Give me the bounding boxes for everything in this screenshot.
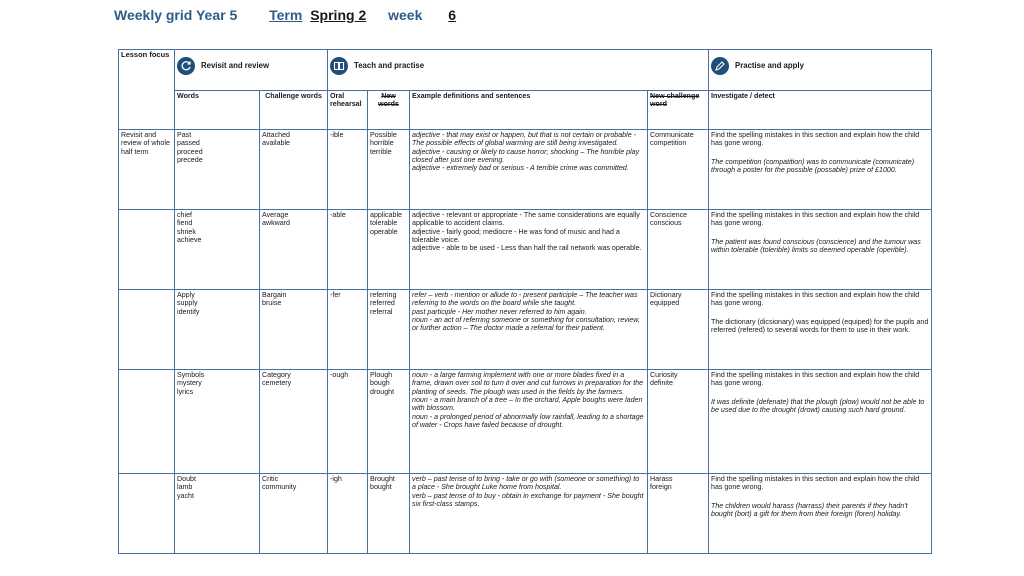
investigate-cell <box>709 130 932 210</box>
definitions-cell: adjective - that may exist or happen, but that is not certain or probable - The possible effects of global warming are still being investigated. adjective - causing or likely to cause horror; shocking – The horrible play closed after just one evening. adjective - extremely bad or serious - A terrible crime was committed. <box>410 130 648 210</box>
new-challenge-cell: Conscience conscious <box>648 210 709 290</box>
pencil-icon <box>711 57 729 75</box>
oral-cell: -able <box>328 210 368 290</box>
challenge-cell: Average awkward <box>260 210 328 290</box>
table-row <box>119 474 932 554</box>
investigate-cell <box>709 210 932 290</box>
words-cell: Doubt lamb yacht <box>175 474 260 554</box>
new-words-header: New words <box>368 91 410 130</box>
investigate-cell <box>709 370 932 474</box>
investigate-intro: Find the spelling mistakes in this section and explain how the child has gone wrong. <box>711 475 920 492</box>
example-defs-header: Example definitions and sentences <box>410 91 648 130</box>
challenge-cell: Attached available <box>260 130 328 210</box>
revisit-header-label: Revisit and review <box>201 61 270 71</box>
investigate-text: The children would harass (harrass) their parents if they hadn't bought (bort) a gift for them from their foreign (foren) holiday. <box>711 501 908 519</box>
investigate-cell <box>709 474 932 554</box>
week-label: week <box>388 7 423 23</box>
book-icon <box>330 57 348 75</box>
words-cell: Symbols mystery lyrics <box>175 370 260 474</box>
investigate-intro: Find the spelling mistakes in this section and explain how the child has gone wrong. <box>711 371 920 388</box>
table-row <box>119 210 932 290</box>
challenge-words-header: Challenge words <box>260 91 328 130</box>
column-header-row <box>119 91 932 130</box>
definitions-cell: adjective - relevant or appropriate - The same considerations are equally applicable to accident claims. adjective - fairly good; mediocre - He was fond of music and had a tolerable voice. adjective - able to be used - Less than half the rail network was operable. <box>410 210 648 290</box>
new-words-cell: Plough bough drought <box>368 370 410 474</box>
investigate-text: The competition (compatition) was to communicate (comunicate) through a poster for the possible (possable) prize of £1000. <box>711 157 915 175</box>
page-title <box>114 7 456 27</box>
lesson-focus-cell <box>119 474 175 554</box>
table-row <box>119 290 932 370</box>
grid-heading: Weekly grid Year 5 <box>114 7 238 23</box>
week-value: 6 <box>448 7 457 23</box>
investigate-intro: Find the spelling mistakes in this section and explain how the child has gone wrong. <box>711 291 920 308</box>
new-challenge-cell: Dictionary equipped <box>648 290 709 370</box>
lesson-focus-cell <box>119 290 175 370</box>
term-label: Term <box>269 7 303 23</box>
investigate-text: The patient was found conscious (conscience) and the tumour was within tolerable (tolerible) limits so deemed operable (operible). <box>711 237 921 255</box>
challenge-cell: Category cemetery <box>260 370 328 474</box>
definitions-cell: noun - a large farming implement with one or more blades fixed in a frame, drawn over soil to turn it over and cut furrows in preparation for the planting of seeds. The plough was used in the fields by the farmers. noun - a main branch of a tree – In the orchard, Apple boughs were laden with blossom. noun - a prolonged period of abnormally low rainfall, leading to a shortage of water - Crops have failed because of drought. <box>410 370 648 474</box>
investigate-cell <box>709 290 932 370</box>
new-challenge-cell: Harass foreign <box>648 474 709 554</box>
investigate-intro: Find the spelling mistakes in this section and explain how the child has gone wrong. <box>711 131 920 148</box>
oral-rehearsal-header: Oral rehearsal <box>328 91 368 130</box>
words-header: Words <box>175 91 260 130</box>
new-words-cell: applicable tolerable operable <box>368 210 410 290</box>
new-challenge-cell: Curiosity definite <box>648 370 709 474</box>
new-challenge-cell: Communicate competition <box>648 130 709 210</box>
section-header-row <box>119 50 932 91</box>
revisit-section-header <box>175 50 328 91</box>
new-words-cell: Possible horrible terrible <box>368 130 410 210</box>
weekly-grid-table <box>118 49 932 554</box>
lesson-focus-cell <box>119 210 175 290</box>
oral-cell: -ible <box>328 130 368 210</box>
words-cell: Apply supply identify <box>175 290 260 370</box>
words-cell: chief fiend shriek achieve <box>175 210 260 290</box>
term-value: Spring 2 <box>310 7 367 23</box>
investigate-intro: Find the spelling mistakes in this section and explain how the child has gone wrong. <box>711 211 920 228</box>
investigate-text: The dictionary (dicsionary) was equipped (equiped) for the pupils and referred (refered) to several words for them to use in their work. <box>711 317 929 335</box>
practise-header-label: Practise and apply <box>735 61 804 71</box>
lesson-focus-cell <box>119 370 175 474</box>
investigate-header: Investigate / detect <box>709 91 932 130</box>
challenge-cell: Bargain bruise <box>260 290 328 370</box>
table-row <box>119 370 932 474</box>
table-row <box>119 130 932 210</box>
teach-header-label: Teach and practise <box>354 61 425 71</box>
new-challenge-word-header: New challenge word <box>648 91 709 130</box>
definitions-cell: verb – past tense of to bring - take or go with (someone or something) to a place - She brought Luke home from hospital. verb – past tense of to buy - obtain in exchange for payment - She bought six first-class stamps. <box>410 474 648 554</box>
investigate-text: It was definite (defenate) that the plough (plow) would not be able to be used due to the drought (drowt) causing such hard ground. <box>711 397 925 415</box>
oral-cell: -igh <box>328 474 368 554</box>
lesson-focus-cell: Revisit and review of whole half term <box>119 130 175 210</box>
definitions-cell: refer – verb - mention or allude to - present participle – The teacher was referring to the words on the board while she taught. past participle - Her mother never referred to him again. noun - an act of referring someone or something for consultation, review, or further action – The doctor made a referral for their patient. <box>410 290 648 370</box>
oral-cell: -ough <box>328 370 368 474</box>
new-words-cell: Brought bought <box>368 474 410 554</box>
words-cell: Past passed proceed precede <box>175 130 260 210</box>
teach-section-header <box>328 50 709 91</box>
oral-cell: -fer <box>328 290 368 370</box>
refresh-icon <box>177 57 195 75</box>
new-words-cell: referring referred referral <box>368 290 410 370</box>
practise-section-header <box>709 50 932 91</box>
challenge-cell: Critic community <box>260 474 328 554</box>
lesson-focus-header: Lesson focus <box>119 50 175 130</box>
